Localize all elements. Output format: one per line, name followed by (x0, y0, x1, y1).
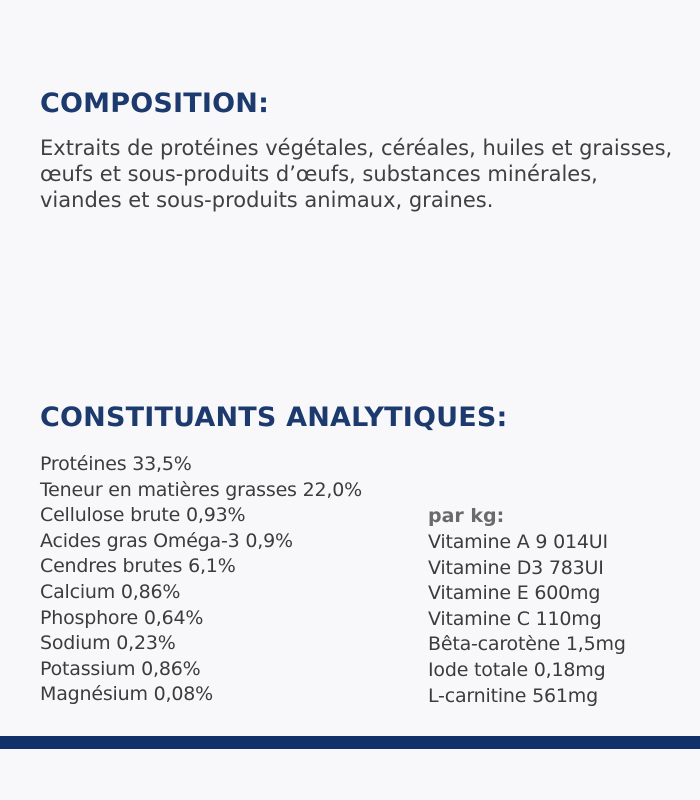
list-item: Iode totale 0,18mg (428, 658, 606, 681)
list-item: Teneur en matières grasses 22,0% (40, 478, 362, 501)
list-item: Protéines 33,5% (40, 453, 192, 475)
list-item: Cellulose brute 0,93% (40, 504, 246, 527)
per-kg-label: par kg: (428, 505, 505, 527)
list-item: Vitamine C 110mg (428, 607, 602, 630)
list-item: Potassium 0,86% (40, 657, 201, 680)
list-item: Acides gras Oméga-3 0,9% (40, 529, 293, 552)
list-item: Vitamine A 9 014UI (428, 531, 608, 553)
list-item: Phosphore 0,64% (40, 606, 204, 629)
bottom-band (0, 736, 700, 749)
composition-heading: COMPOSITION: (40, 88, 270, 119)
constituants-heading: CONSTITUANTS ANALYTIQUES: (40, 402, 508, 433)
list-item: Bêta-carotène 1,5mg (428, 633, 626, 656)
list-item: Calcium 0,86% (40, 580, 181, 603)
list-item: Cendres brutes 6,1% (40, 555, 236, 578)
composition-text: Extraits de protéines végétales, céréales, huiles et graisses, œufs et sous-produits d’œufs, substances minérales, viandes et sous-produits animaux, graines. (40, 136, 673, 212)
list-item: L-carnitine 561mg (428, 684, 598, 707)
list-item: Vitamine E 600mg (428, 582, 601, 605)
per-kg-list (428, 530, 626, 709)
analytical-constituents-list (40, 452, 362, 708)
list-item: Sodium 0,23% (40, 632, 176, 655)
list-item: Magnésium 0,08% (40, 683, 213, 706)
list-item: Vitamine D3 783UI (428, 556, 604, 579)
